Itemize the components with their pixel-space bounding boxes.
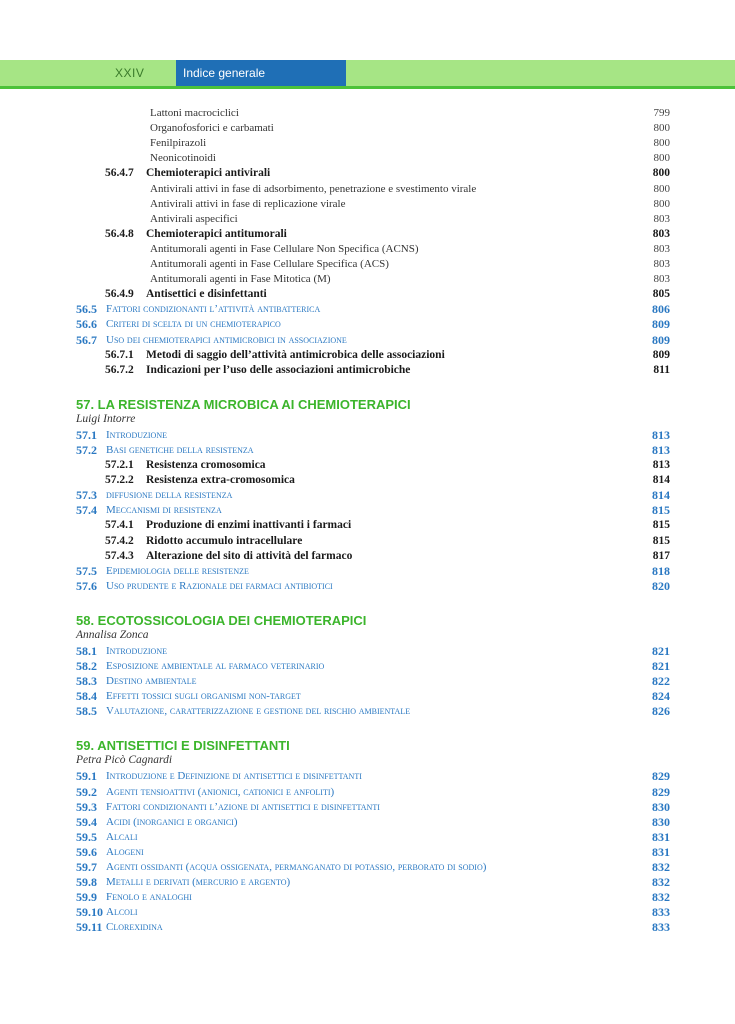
toc-entry-title: Introduzione [106,644,167,657]
toc-entry-title: Alogeni [106,845,144,858]
toc-entry-page: 800 [652,167,670,180]
toc-entry[interactable] [0,363,735,378]
toc-entry-title: Fenolo e analoghi [106,891,192,904]
toc-entry[interactable] [0,151,735,166]
toc-entry-page: 815 [652,534,670,547]
toc-entry-title: Meccanismi di resistenza [106,504,222,517]
toc-entry[interactable] [0,272,735,287]
toc-entry-page: 799 [653,107,670,119]
toc-entry[interactable] [0,860,735,875]
toc-entry-page: 813 [652,442,670,457]
toc-entry-number: 57.6 [76,578,97,593]
toc-entry-title: Antitumorali agenti in Fase Cellulare Specifica (ACS) [150,258,389,270]
toc-entry[interactable] [0,769,735,784]
toc-entry-page: 809 [652,348,670,361]
toc-entry-page: 832 [652,890,670,905]
toc-entry-page: 809 [652,317,670,332]
toc-entry[interactable] [0,106,735,121]
toc-entry[interactable] [0,182,735,197]
toc-entry-page: 814 [652,488,670,503]
chapter-author: Annalisa Zonca [76,628,149,641]
toc-entry-number: 57.4.2 [105,534,134,547]
toc-entry-title: Clorexidina [106,921,163,934]
toc-entry[interactable] [0,875,735,890]
toc-entry-number: 59.2 [76,784,97,799]
toc-entry-page: 813 [652,459,670,471]
toc-entry-title: diffusione della resistenza [106,489,233,502]
toc-entry-number: 59.10 [76,905,103,920]
toc-entry-page: 821 [652,659,670,673]
toc-entry-title: Uso prudente e Razionale dei farmaci antibiotici [106,579,333,592]
toc-entry-page: 815 [652,503,670,518]
toc-entry-number: 57.2.2 [105,474,134,487]
toc-entry-page: 832 [652,875,670,890]
toc-entry-page: 803 [652,227,670,240]
toc-entry-page: 800 [653,197,670,210]
toc-entry-number: 57.5 [76,563,97,578]
toc-entry[interactable] [0,503,735,518]
toc-entry-page: 829 [652,769,670,784]
toc-entry-page: 830 [652,814,670,829]
toc-entry[interactable] [0,458,735,473]
toc-entry-number: 57.4 [76,503,97,518]
toc-entry-page: 806 [652,302,670,317]
toc-entry-page: 821 [652,643,670,658]
toc-entry-number: 59.4 [76,814,97,829]
toc-entry-page: 822 [652,674,670,689]
toc-entry[interactable] [0,674,735,689]
toc-entry[interactable] [0,348,735,363]
toc-entry-number: 58.1 [76,643,97,658]
toc-entry-title: Metodi di saggio dell’attività antimicrobica delle associazioni [146,348,445,361]
toc-entry-title: Antitumorali agenti in Fase Cellulare Non Specifica (ACNS) [150,242,419,255]
toc-entry-number: 56.4.9 [105,288,134,301]
toc-entry[interactable] [0,644,735,659]
toc-entry-title: Valutazione, caratterizzazione e gestione del rischio ambientale [106,705,411,718]
toc-entry-page: 800 [653,122,670,135]
toc-entry[interactable] [0,212,735,227]
toc-entry-page: 831 [652,829,670,844]
toc-entry[interactable] [0,920,735,935]
toc-entry-number: 59.6 [76,844,97,859]
toc-entry-page: 833 [652,905,670,920]
toc-entry[interactable] [0,227,735,242]
toc-entry-number: 58.5 [76,704,97,719]
toc-entry[interactable] [0,333,735,348]
toc-entry[interactable] [0,242,735,257]
toc-entry-page: 833 [652,920,670,935]
toc-entry-page: 818 [652,563,670,578]
toc-entry-title: Antitumorali agenti in Fase Mitotica (M) [150,273,331,286]
toc-entry-number: 57.3 [76,488,97,503]
toc-entry-title: Resistenza extra-cromosomica [146,474,295,487]
toc-entry-page: 824 [652,689,670,704]
toc-entry[interactable] [0,815,735,830]
toc-entry-title: Fattori condizionanti l’attività antibatterica [106,303,321,316]
toc-entry-number: 59.1 [76,769,97,784]
toc-entry[interactable] [0,704,735,719]
toc-entry-number: 58.2 [76,659,97,673]
toc-entry-title: Alcali [106,830,138,843]
toc-entry[interactable] [0,287,735,302]
toc-entry[interactable] [0,800,735,815]
toc-entry-number: 57.4.1 [105,519,134,532]
toc-entry-number: 57.2 [76,442,97,457]
toc-entry-number: 57.1 [76,427,97,442]
toc-entry-title: Uso dei chemioterapici antimicrobici in associazione [106,333,347,346]
toc-entry-number: 59.11 [76,920,103,935]
toc-entry-title: Neonicotinoidi [150,152,216,165]
toc-entry-number: 56.7 [76,332,97,347]
toc-entry-title: Fattori condizionanti l’azione di antisettici e disinfettanti [106,800,380,813]
toc-entry-title: Indicazioni per l’uso delle associazioni antimicrobiche [146,363,411,376]
toc-entry-title: Epidemiologia delle resistenze [106,564,249,577]
chapter-heading: 58. ECOTOSSICOLOGIA DEI CHEMIOTERAPICI [76,612,367,628]
toc-entry[interactable] [0,659,735,674]
toc-entry-number: 57.4.3 [105,549,134,562]
toc-entry-page: 803 [653,242,670,255]
toc-entry-title: Basi genetiche della resistenza [106,443,254,456]
toc-entry-title: Produzione di enzimi inattivanti i farmaci [146,519,352,532]
toc-entry[interactable] [0,317,735,332]
toc-entry-title: Fenilpirazoli [150,137,207,150]
toc-entry[interactable] [0,549,735,564]
toc-entry-number: 59.3 [76,799,97,814]
header-page-number: XXIV [115,66,145,80]
toc-entry-page: 811 [653,363,670,376]
toc-entry-page: 803 [653,212,670,225]
toc-entry-number: 59.8 [76,875,97,890]
toc-entry-title: Chemioterapici antitumorali [146,227,287,240]
toc-entry-title: Effetti tossici sugli organismi non-target [106,690,301,703]
toc-entry[interactable] [0,905,735,920]
toc-entry-page: 831 [652,844,670,859]
toc-entry-title: Chemioterapici antivirali [146,167,271,180]
chapter-heading: 57. LA RESISTENZA MICROBICA AI CHEMIOTERAPICI [76,396,411,412]
toc-entry-title: Antivirali aspecifici [150,212,238,225]
toc-entry-page: 830 [652,799,670,814]
toc-entry-page: 809 [652,332,670,347]
toc-entry-title: Acidi (inorganici e organici) [106,815,238,828]
toc-entry[interactable] [0,534,735,549]
toc-entry[interactable] [0,428,735,443]
toc-entry[interactable] [0,302,735,317]
toc-entry-page: 803 [653,258,670,270]
header-title: Indice generale [183,66,266,80]
toc-entry-page: 803 [653,273,670,286]
toc-entry[interactable] [0,845,735,860]
toc-entry-title: Agenti tensioattivi (anionici, cationici e anfoliti) [106,785,335,798]
toc-entry-title: Alterazione del sito di attività del farmaco [146,549,353,562]
header-right-band [346,60,735,88]
header-title-band [176,60,346,88]
toc-entry-title: Introduzione e Definizione di antisettici e disinfettanti [106,770,362,783]
toc-entry[interactable] [0,443,735,458]
toc-entry-page: 829 [652,784,670,799]
toc-entry-title: Metalli e derivati (mercurio e argento) [106,876,291,889]
toc-entry-page: 832 [652,860,670,874]
toc-entry-title: Esposizione ambientale al farmaco veterinario [106,660,325,672]
toc-entry-title: Organofosforici e carbamati [150,122,274,135]
chapter-author: Petra Picò Cagnardi [76,754,173,767]
toc-entry-title: Ridotto accumulo intracellulare [146,534,303,547]
toc-entry-page: 826 [652,704,670,719]
toc-entry[interactable] [0,518,735,533]
toc-entry[interactable] [0,564,735,579]
toc-entry-number: 56.4.8 [105,227,134,240]
toc-entry-page: 805 [652,288,670,301]
toc-entry-number: 59.5 [76,829,97,844]
toc-entry-number: 59.9 [76,890,97,905]
toc-entry-page: 820 [652,578,670,593]
toc-entry-title: Destino ambientale [106,675,197,688]
toc-entry-title: Lattoni macrociclici [150,107,239,119]
toc-entry-number: 56.7.2 [105,363,134,376]
toc-entry[interactable] [0,166,735,181]
toc-entry-number: 59.7 [76,860,97,874]
header-rule [0,86,735,89]
toc-entry-page: 814 [652,474,670,487]
toc-entry-title: Alcoli [106,906,138,919]
toc-entry-number: 58.4 [76,689,97,704]
toc-entry[interactable] [0,197,735,212]
toc-entry-number: 56.6 [76,317,97,332]
toc-entry[interactable] [0,136,735,151]
toc-entry-page: 800 [653,137,670,150]
toc-entry-number: 56.7.1 [105,348,134,361]
toc-entry-title: Criteri di scelta di un chemioterapico [106,318,281,331]
toc-entry-page: 800 [653,152,670,165]
toc-entry-title: Introduzione [106,428,167,441]
toc-entry[interactable] [0,488,735,503]
toc-entry-title: Resistenza cromosomica [146,459,266,471]
toc-entry[interactable] [0,121,735,136]
toc-entry-page: 800 [653,182,670,195]
toc-entry-number: 58.3 [76,674,97,689]
toc-entry-page: 813 [652,427,670,442]
toc-entry[interactable] [0,689,735,704]
toc-entry[interactable] [0,830,735,845]
toc-entry-title: Antisettici e disinfettanti [146,288,267,301]
toc-entry[interactable] [0,579,735,594]
chapter-author: Luigi Intorre [76,412,136,425]
page-header [0,60,735,88]
toc-entry-number: 57.2.1 [105,459,134,471]
chapter-heading: 59. ANTISETTICI E DISINFETTANTI [76,738,290,754]
toc-entry[interactable] [0,785,735,800]
header-left-band [0,60,176,88]
toc-entry-page: 817 [652,549,670,562]
toc-entry-title: Antivirali attivi in fase di adsorbimento, penetrazione e svestimento virale [150,182,477,195]
toc-entry-page: 815 [652,519,670,532]
toc-entry[interactable] [0,473,735,488]
toc-entry[interactable] [0,257,735,272]
toc-entry-title: Antivirali attivi in fase di replicazione virale [150,197,346,210]
toc-entry-title: Agenti ossidanti (acqua ossigenata, permanganato di potassio, perborato di sodio) [106,861,487,873]
toc-entry[interactable] [0,890,735,905]
toc-entry-number: 56.4.7 [105,167,134,180]
toc-entry-number: 56.5 [76,302,97,317]
